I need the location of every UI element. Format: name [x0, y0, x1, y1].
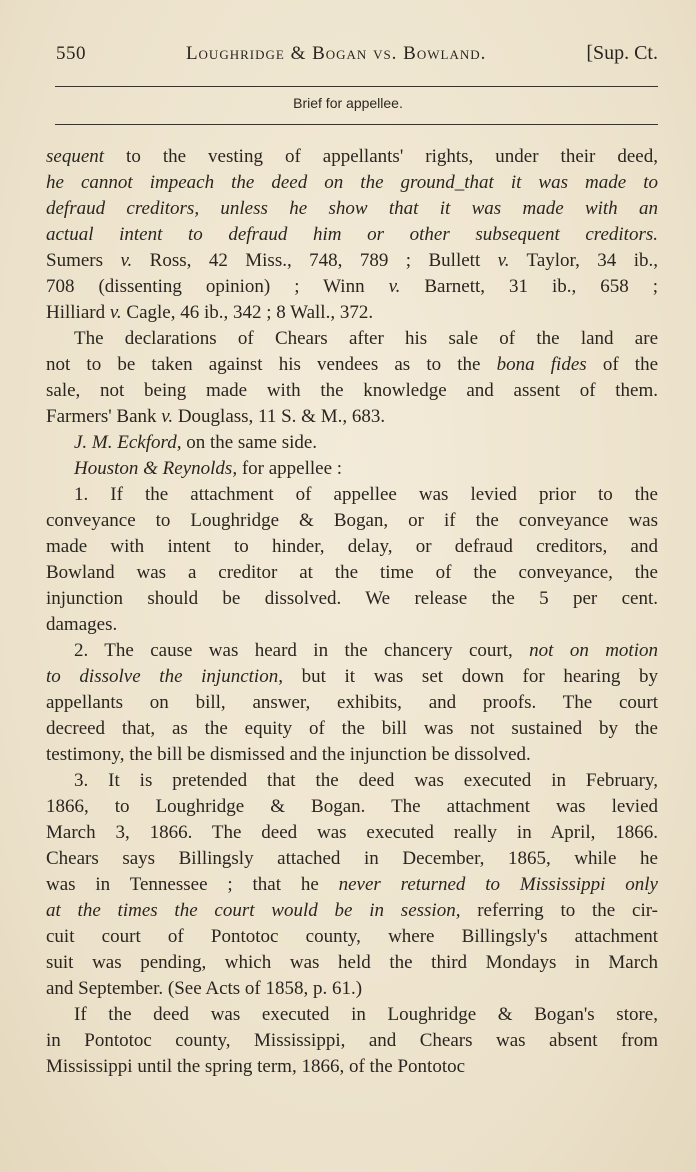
italic-text: sequent — [46, 146, 105, 167]
text-line — [46, 586, 658, 612]
text-line — [46, 716, 658, 742]
text-run: Hilliard — [46, 302, 110, 323]
text-line — [46, 170, 658, 196]
text-run: for appellee : — [237, 458, 343, 479]
text-run: not to be taken against his vendees as to the — [46, 354, 497, 375]
text-line — [46, 222, 658, 248]
text-line — [46, 248, 658, 274]
text-run: but it was set down for hearing by — [282, 666, 658, 687]
italic-text: he cannot impeach the deed on the ground_that it was made to — [46, 172, 658, 193]
italic-text: never returned to Mississippi only — [338, 874, 658, 895]
italic-text: not on motion — [529, 640, 658, 661]
text-run: Taylor, 34 ib., — [509, 250, 659, 271]
text-line — [46, 1028, 658, 1054]
text-line — [46, 352, 658, 378]
text-run: Farmers' Bank — [46, 406, 162, 427]
text-run: decreed that, as the equity of the bill was not sustained by the — [46, 718, 658, 739]
text-line — [46, 690, 658, 716]
italic-text: v. — [388, 276, 401, 297]
text-line — [46, 1054, 658, 1080]
text-line — [46, 846, 658, 872]
text-line — [46, 560, 658, 586]
text-run: March 3, 1866. The deed was executed really in April, 1866. — [46, 822, 658, 843]
text-line — [46, 404, 658, 430]
text-run: 1866, to Loughridge & Bogan. The attachment was levied — [46, 796, 658, 817]
text-run: Barnett, 31 ib., 658 ; — [400, 276, 659, 297]
italic-text: v. — [120, 250, 133, 271]
text-line — [46, 1002, 658, 1028]
italic-text: bona fides — [496, 354, 587, 375]
text-line — [46, 482, 658, 508]
text-run: to the vesting of appellants' rights, under their deed, — [104, 146, 658, 167]
text-run: Mississippi until the spring term, 1866, of the Pontotoc — [46, 1056, 466, 1077]
text-line — [46, 742, 658, 768]
text-run: Sumers — [46, 250, 121, 271]
text-line — [46, 274, 658, 300]
text-run: sale, not being made with the knowledge and assent of them. — [46, 380, 658, 401]
text-run: Cagle, 46 ib., 342 ; 8 Wall., 372. — [121, 302, 374, 323]
text-run: testimony, the bill be dismissed and the injunction be dissolved. — [46, 744, 531, 765]
text-run: in Pontotoc county, Mississippi, and Chears was absent from — [46, 1030, 658, 1051]
body-text — [46, 144, 658, 1080]
text-run: referring to the cir- — [460, 900, 658, 921]
text-run: suit was pending, which was held the third Mondays in March — [46, 952, 658, 973]
text-run: 708 (dissenting opinion) ; Winn — [46, 276, 389, 297]
text-run: 3. It is pretended that the deed was executed in February, — [74, 770, 658, 791]
text-line — [46, 326, 658, 352]
italic-text: at the times the court would be in session, — [46, 900, 461, 921]
italic-text: defraud creditors, unless he show that it was made with an — [46, 198, 658, 219]
section-subheading: Brief for appellee. — [293, 95, 403, 111]
text-run: made with intent to hinder, delay, or defraud creditors, and — [46, 536, 658, 557]
text-line — [46, 300, 658, 326]
text-line — [46, 378, 658, 404]
text-line — [46, 898, 658, 924]
text-line — [46, 638, 658, 664]
text-run: 1. If the attachment of appellee was levied prior to the — [74, 484, 658, 505]
text-run: injunction should be dissolved. We release the 5 per cent. — [46, 588, 658, 609]
text-run: Ross, 42 Miss., 748, 789 ; Bullett — [132, 250, 498, 271]
text-run: Chears says Billingsly attached in December, 1865, while he — [46, 848, 658, 869]
text-line — [46, 534, 658, 560]
italic-text: v. — [109, 302, 122, 323]
italic-text: v. — [497, 250, 510, 271]
text-run: conveyance to Loughridge & Bogan, or if the conveyance was — [46, 510, 658, 531]
text-run: If the deed was executed in Loughridge & Bogan's store, — [74, 1004, 658, 1025]
text-run: Bowland was a creditor at the time of the conveyance, the — [46, 562, 658, 583]
text-line — [46, 976, 658, 1002]
text-run: on the same side. — [181, 432, 318, 453]
subheading-rule — [55, 124, 658, 125]
text-line — [46, 872, 658, 898]
text-line — [46, 508, 658, 534]
text-run: was in Tennessee ; that he — [46, 874, 339, 895]
text-run: of the — [586, 354, 659, 375]
running-title: Loughridge & Bogan vs. Bowland. — [185, 43, 487, 64]
text-line — [46, 924, 658, 950]
text-run: 2. The cause was heard in the chancery court, — [74, 640, 530, 661]
text-line — [46, 794, 658, 820]
text-line — [46, 456, 658, 482]
text-line — [46, 664, 658, 690]
text-line — [46, 950, 658, 976]
italic-text: J. M. Eckford, — [74, 432, 182, 453]
text-run: and September. (See Acts of 1858, p. 61.) — [46, 978, 363, 999]
court-label: [Sup. Ct. — [586, 42, 658, 64]
text-run: Douglass, 11 S. & M., 683. — [173, 406, 386, 427]
text-run: appellants on bill, answer, exhibits, and proofs. The court — [46, 692, 658, 713]
italic-text: to dissolve the injunction, — [46, 666, 283, 687]
text-line — [46, 144, 658, 170]
page-number: 550 — [56, 43, 86, 64]
text-run: The declarations of Chears after his sale of the land are — [74, 328, 658, 349]
text-line — [46, 196, 658, 222]
page-header — [56, 42, 658, 72]
text-run: damages. — [46, 614, 118, 635]
italic-text: v. — [161, 406, 174, 427]
text-line — [46, 430, 658, 456]
text-line — [46, 768, 658, 794]
text-run: cuit court of Pontotoc county, where Billingsly's attachment — [46, 926, 658, 947]
italic-text: Houston & Reynolds, — [74, 458, 238, 479]
text-line — [46, 820, 658, 846]
header-rule — [55, 86, 658, 87]
italic-text: actual intent to defraud him or other subsequent creditors. — [46, 224, 658, 245]
text-line — [46, 612, 658, 638]
